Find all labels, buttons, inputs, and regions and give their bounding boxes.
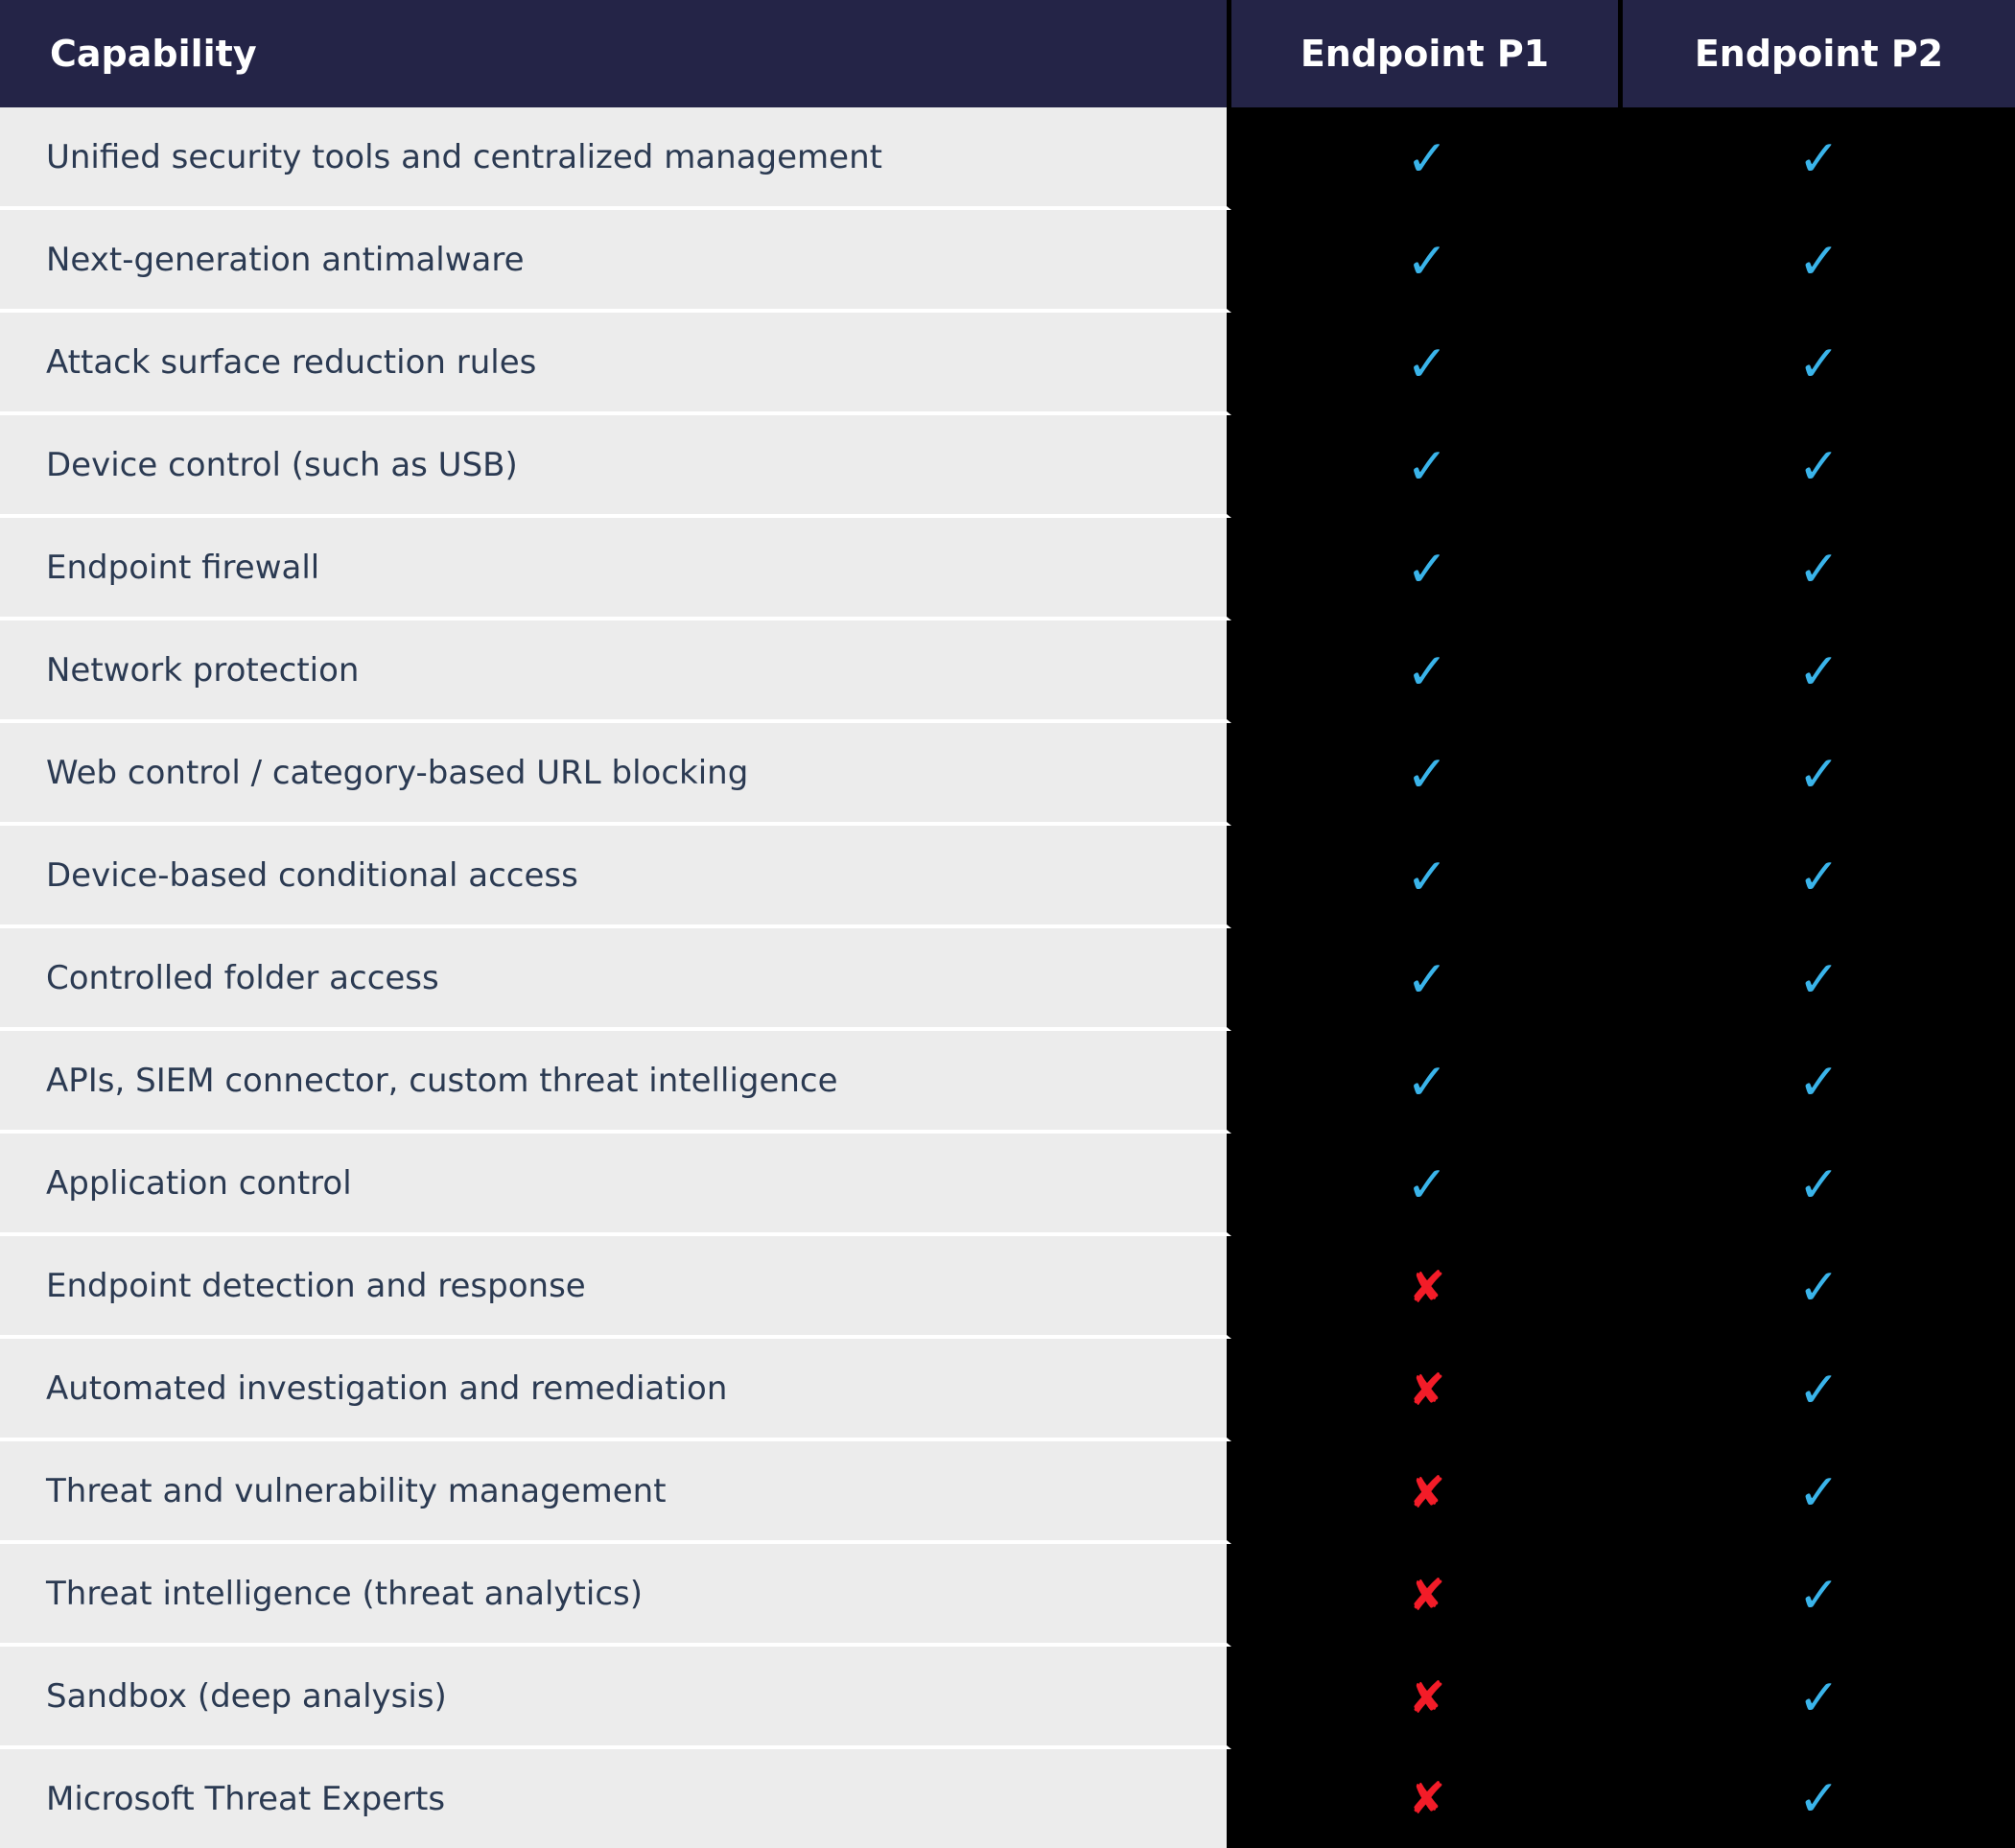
availability-cell-p1 xyxy=(1231,210,1623,313)
capability-label: Unified security tools and centralized management xyxy=(0,107,1231,210)
column-header-endpoint-p2: Endpoint P2 xyxy=(1623,0,2015,107)
check-icon: ✓ xyxy=(1797,1258,1840,1317)
availability-cell-p1 xyxy=(1231,1647,1623,1749)
check-icon: ✓ xyxy=(1797,950,1840,1009)
availability-cell-p1 xyxy=(1231,620,1623,723)
table-row xyxy=(0,1749,2015,1848)
availability-cell-p1 xyxy=(1231,518,1623,620)
table-row xyxy=(0,1134,2015,1236)
check-icon: ✓ xyxy=(1797,1769,1840,1828)
check-icon: ✓ xyxy=(1406,540,1448,598)
check-icon: ✓ xyxy=(1406,643,1448,701)
availability-cell-p1 xyxy=(1231,928,1623,1031)
check-icon: ✓ xyxy=(1406,335,1448,393)
capability-label: Microsoft Threat Experts xyxy=(0,1749,1231,1848)
check-icon: ✓ xyxy=(1406,1156,1448,1214)
table-row xyxy=(0,1544,2015,1647)
capability-label: Next-generation antimalware xyxy=(0,210,1231,313)
availability-cell-p1 xyxy=(1231,1031,1623,1134)
check-icon: ✓ xyxy=(1406,848,1448,906)
availability-cell-p2 xyxy=(1623,1236,2015,1339)
cross-icon: ✘ xyxy=(1408,1363,1446,1415)
availability-cell-p2 xyxy=(1623,826,2015,928)
table-row xyxy=(0,928,2015,1031)
table-row xyxy=(0,620,2015,723)
capability-label: Attack surface reduction rules xyxy=(0,313,1231,415)
table-row xyxy=(0,210,2015,313)
column-header-capability: Capability xyxy=(0,0,1231,107)
check-icon: ✓ xyxy=(1797,745,1840,804)
check-icon: ✓ xyxy=(1797,1669,1840,1727)
availability-cell-p1 xyxy=(1231,826,1623,928)
check-icon: ✓ xyxy=(1797,1156,1840,1214)
cross-icon: ✘ xyxy=(1408,1260,1446,1313)
cross-icon: ✘ xyxy=(1408,1465,1446,1518)
table-row xyxy=(0,313,2015,415)
table-row xyxy=(0,1339,2015,1441)
table-row xyxy=(0,518,2015,620)
check-icon: ✓ xyxy=(1406,1053,1448,1111)
table-row xyxy=(0,1031,2015,1134)
availability-cell-p1 xyxy=(1231,1134,1623,1236)
table-row xyxy=(0,415,2015,518)
check-icon: ✓ xyxy=(1797,848,1840,906)
cross-icon: ✘ xyxy=(1408,1771,1446,1824)
availability-cell-p2 xyxy=(1623,210,2015,313)
capability-label: Sandbox (deep analysis) xyxy=(0,1647,1231,1749)
check-icon: ✓ xyxy=(1797,643,1840,701)
capability-label: Device control (such as USB) xyxy=(0,415,1231,518)
check-icon: ✓ xyxy=(1797,1053,1840,1111)
capability-label: Application control xyxy=(0,1134,1231,1236)
availability-cell-p2 xyxy=(1623,1339,2015,1441)
check-icon: ✓ xyxy=(1406,129,1448,188)
check-icon: ✓ xyxy=(1797,129,1840,188)
availability-cell-p2 xyxy=(1623,1031,2015,1134)
availability-cell-p2 xyxy=(1623,1647,2015,1749)
availability-cell-p2 xyxy=(1623,518,2015,620)
availability-cell-p2 xyxy=(1623,313,2015,415)
availability-cell-p1 xyxy=(1231,1544,1623,1647)
table-row xyxy=(0,1441,2015,1544)
check-icon: ✓ xyxy=(1797,437,1840,496)
check-icon: ✓ xyxy=(1406,950,1448,1009)
check-icon: ✓ xyxy=(1406,745,1448,804)
capability-label: APIs, SIEM connector, custom threat intelligence xyxy=(0,1031,1231,1134)
capability-label: Controlled folder access xyxy=(0,928,1231,1031)
availability-cell-p2 xyxy=(1623,1749,2015,1848)
table-header xyxy=(0,0,2015,107)
availability-cell-p2 xyxy=(1623,723,2015,826)
check-icon: ✓ xyxy=(1797,540,1840,598)
availability-cell-p1 xyxy=(1231,723,1623,826)
table-row xyxy=(0,107,2015,210)
cross-icon: ✘ xyxy=(1408,1568,1446,1621)
table-row xyxy=(0,723,2015,826)
availability-cell-p2 xyxy=(1623,620,2015,723)
check-icon: ✓ xyxy=(1797,232,1840,291)
availability-cell-p2 xyxy=(1623,1441,2015,1544)
column-header-endpoint-p1: Endpoint P1 xyxy=(1231,0,1623,107)
table-row xyxy=(0,1647,2015,1749)
table-row xyxy=(0,1236,2015,1339)
capability-label: Threat and vulnerability management xyxy=(0,1441,1231,1544)
availability-cell-p2 xyxy=(1623,415,2015,518)
table-body xyxy=(0,107,2015,1848)
check-icon: ✓ xyxy=(1406,232,1448,291)
check-icon: ✓ xyxy=(1797,1463,1840,1522)
check-icon: ✓ xyxy=(1797,335,1840,393)
availability-cell-p1 xyxy=(1231,1441,1623,1544)
availability-cell-p2 xyxy=(1623,928,2015,1031)
availability-cell-p1 xyxy=(1231,1749,1623,1848)
table-row xyxy=(0,826,2015,928)
capability-label: Device-based conditional access xyxy=(0,826,1231,928)
capability-label: Automated investigation and remediation xyxy=(0,1339,1231,1441)
availability-cell-p2 xyxy=(1623,1134,2015,1236)
cross-icon: ✘ xyxy=(1408,1671,1446,1723)
availability-cell-p2 xyxy=(1623,107,2015,210)
availability-cell-p1 xyxy=(1231,1236,1623,1339)
header-row xyxy=(0,0,2015,107)
check-icon: ✓ xyxy=(1797,1361,1840,1419)
availability-cell-p1 xyxy=(1231,107,1623,210)
availability-cell-p1 xyxy=(1231,1339,1623,1441)
availability-cell-p1 xyxy=(1231,415,1623,518)
capability-label: Endpoint detection and response xyxy=(0,1236,1231,1339)
check-icon: ✓ xyxy=(1797,1566,1840,1625)
capability-label: Web control / category-based URL blocking xyxy=(0,723,1231,826)
capability-label: Endpoint firewall xyxy=(0,518,1231,620)
capability-label: Network protection xyxy=(0,620,1231,723)
check-icon: ✓ xyxy=(1406,437,1448,496)
availability-cell-p1 xyxy=(1231,313,1623,415)
capability-label: Threat intelligence (threat analytics) xyxy=(0,1544,1231,1647)
availability-cell-p2 xyxy=(1623,1544,2015,1647)
